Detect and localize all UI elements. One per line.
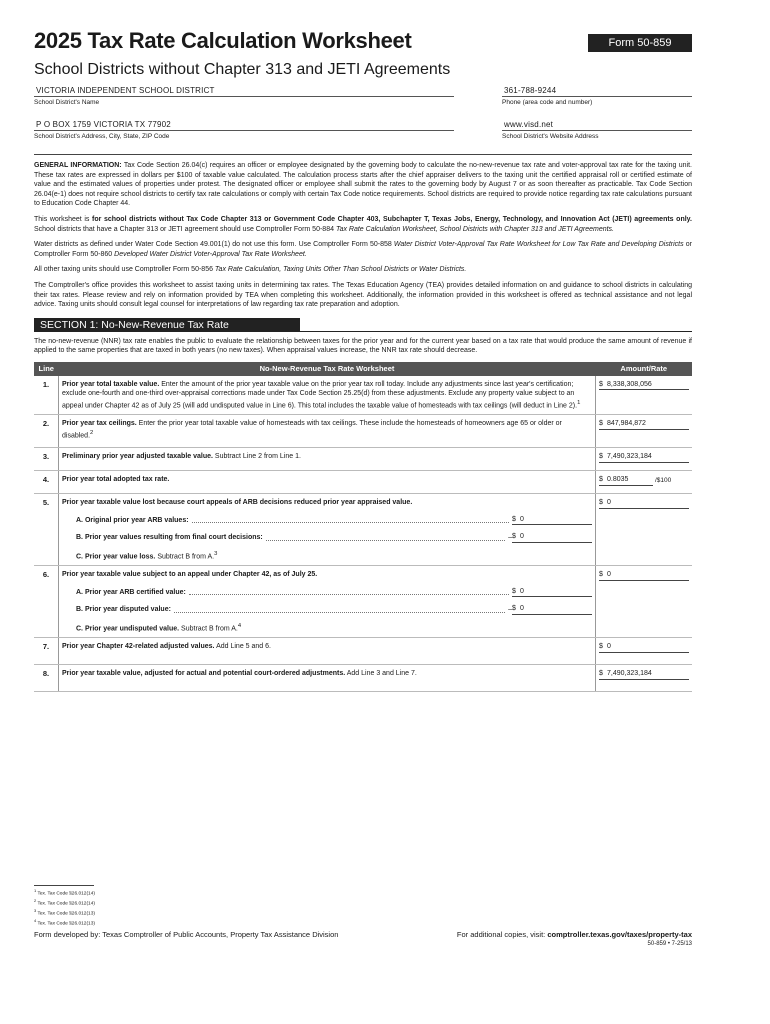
line-heading: Prior year tax ceilings. [62, 420, 137, 428]
applicability-text-c: School districts that have a Chapter 313 or JETI agreement should use Comptroller Form 50-884 [34, 225, 336, 233]
comptroller-link[interactable]: comptroller.texas.gov/taxes/property-tax [547, 930, 692, 939]
footer-credit: Form developed by: Texas Comptroller of Public Accounts, Property Tax Assistance Division [34, 930, 339, 939]
other-units-text-a: All other taxing units should use Comptroller Form 50-856 [34, 266, 215, 274]
minus-sign: – [508, 534, 512, 542]
footnote-1: $^1$ Tex. Tax Code §26.012(14) [34, 888, 95, 897]
dot-leader [266, 540, 505, 541]
line-6b-amount[interactable]: $ 0 [512, 604, 592, 614]
column-amount-header: Amount/Rate [596, 362, 693, 376]
form-revision-code: 50-859 • 7-25/13 [647, 941, 692, 947]
line-5b [62, 532, 592, 542]
footnote-ref: 1 [577, 399, 581, 406]
general-information-paragraph [34, 161, 692, 209]
line-2-amount[interactable]: $ 847,984,872 [599, 419, 689, 429]
line-amount-cell [596, 638, 693, 665]
rate-unit: /$100 [655, 477, 672, 485]
dot-leader [174, 612, 505, 613]
district-address-row [34, 118, 692, 152]
applicability-text-d: Tax Rate Calculation Worksheet, School Districts with Chapter 313 and JETI Agreements. [335, 225, 614, 233]
line-6b [62, 604, 592, 614]
line-text: Enter the amount of the prior year taxable value on the prior year tax roll today. Include any adjustments since last year's certification; exclude one-fourth and one-third over-appraisal corrections made under Tax Code Section 25.25(d) from these adjustments. Exclude any property value subject to an appeal under Chapter 42 as of July 25 (will add undisputed value in Line 6). This total includes the taxable value of homesteads with tax ceilings (will deduct in Line 2). [62, 380, 578, 410]
subline-label: C. Prior year value loss. [76, 553, 156, 560]
footnotes [34, 885, 95, 928]
footer-copies [457, 930, 692, 939]
line-5a-amount[interactable]: $ 0 [512, 515, 592, 525]
subline-label: C. Prior year undisputed value. [76, 624, 180, 632]
comptroller-paragraph: The Comptroller's office provides this worksheet to assist taxing units in determining tax rates. The Texas Education Agency (TEA) provides detailed information on and guidance to school districts in calculating their tax rates. Please review and rely on information provided by TEA when completing this worksheet. Additionally, the information provided in this worksheet is offered as technical assistance and not legal advice. Taxing units should consult legal counsel for interpretations of law regarding tax rate preparation and adoption. [34, 281, 692, 309]
general-information-heading: GENERAL INFORMATION: [34, 162, 122, 169]
worksheet-line-7 [34, 638, 692, 665]
line-6-amount[interactable]: $ 0 [599, 570, 689, 580]
form-number-badge: Form 50-859 [588, 34, 692, 52]
line-number: 5. [34, 494, 59, 566]
line-number: 4. [34, 471, 59, 494]
district-name-label: School District's Name [34, 99, 100, 106]
line-8-amount[interactable]: $ 7,490,323,184 [599, 669, 689, 679]
line-text: Subtract Line 2 from Line 1. [212, 453, 301, 461]
line-5c [62, 550, 592, 562]
page-subtitle: School Districts without Chapter 313 and JETI Agreements [34, 61, 451, 78]
line-1-amount[interactable]: $ 8,338,308,056 [599, 380, 689, 390]
section-1-title: SECTION 1: No-New-Revenue Tax Rate [34, 318, 300, 332]
line-number: 2. [34, 415, 59, 448]
worksheet-line-4 [34, 471, 692, 494]
worksheet-line-5 [34, 494, 692, 566]
line-amount-cell [596, 665, 693, 692]
line-7-amount[interactable]: $ 0 [599, 642, 689, 652]
line-amount-cell [596, 376, 693, 415]
line-heading: Prior year total adopted tax rate. [62, 476, 170, 484]
line-description [59, 415, 596, 448]
website-line [502, 130, 692, 131]
line-5-amount[interactable]: $ 0 [599, 498, 689, 508]
line-6c [62, 622, 592, 634]
page-title: 2025 Tax Rate Calculation Worksheet [34, 28, 412, 53]
phone-value: 361-788-9244 [504, 86, 557, 95]
water-text-d: Developed Water District Voter-Approval Tax Rate Worksheet. [114, 250, 307, 258]
applicability-text-b: for school districts without Tax Code Chapter 313 or Government Code Chapter 403, Subchapter T, Texas Jobs, Energy, Technology, and Innovation Act (JETI) agreements only. [92, 215, 692, 223]
nnr-worksheet-table [34, 362, 692, 692]
general-information-text: Tax Code Section 26.04(c) requires an officer or employee designated by the governing body to calculate the no-new-revenue tax rate and voter-approval tax rate for the taxing unit. These tax rates are expressed in dollars per $100 of taxable value calculated. The calculation process starts after the chief appraiser delivers to the taxing unit the certified appraisal roll or certified estimate of value and the estimated values of properties under protest. The designated officer or employee shall submit the rates to the governing body by August 7 or as soon thereafter as practicable. Tax Code Section 26.04(e-1) does not require school districts to certify tax rate calculations or comply with certain Tax Code notice requirements. School districts are required to provide notice regarding tax rate calculations pursuant to Education Code Chapter 44. [34, 162, 692, 208]
line-amount-cell [596, 448, 693, 471]
district-address-label: School District's Address, City, State, ZIP Code [34, 133, 170, 140]
district-name-line [34, 96, 454, 97]
line-heading: Prior year Chapter 42-related adjusted values. [62, 643, 215, 651]
line-number: 7. [34, 638, 59, 665]
header-divider [34, 154, 692, 155]
column-worksheet-header: No-New-Revenue Tax Rate Worksheet [59, 362, 596, 376]
line-text: Add Line 5 and 6. [214, 643, 271, 651]
phone-label: Phone (area code and number) [502, 99, 593, 106]
dot-leader [189, 594, 509, 595]
line-number: 3. [34, 448, 59, 471]
applicability-text-a: This worksheet is [34, 215, 93, 223]
line-description [59, 566, 596, 638]
district-address-value: P O BOX 1759 VICTORIA TX 77902 [36, 120, 171, 129]
other-units-text-b: Tax Rate Calculation, Taxing Units Other Than School Districts or Water Districts. [214, 266, 467, 274]
subline-label: A. Original prior year ARB values: [76, 516, 189, 524]
footnote-text: Tex. Tax Code §26.012(14) [37, 901, 95, 907]
footnote-ref: 2 [90, 429, 94, 436]
line-amount-cell [596, 415, 693, 448]
column-line-header: Line [34, 362, 59, 376]
website-value: www.visd.net [504, 120, 554, 129]
line-5b-amount[interactable]: $ 0 [512, 532, 592, 542]
line-4-rate[interactable]: $ 0.8035 [599, 475, 653, 485]
dot-leader [192, 522, 509, 523]
worksheet-line-3 [34, 448, 692, 471]
subline-label: B. Prior year disputed value: [76, 606, 171, 614]
line-description [59, 471, 596, 494]
subline-text: Subtract B from A. [179, 624, 238, 632]
footnote-text: Tex. Tax Code §26.012(13) [37, 911, 95, 917]
line-description [59, 494, 596, 566]
line-description [59, 376, 596, 415]
section-1-description: The no-new-revenue (NNR) tax rate enables the public to evaluate the relationship between taxes for the prior year and for the current year based on a tax rate that would produce the same amount of revenue if applied to the same properties that are taxed in both years (no new taxes). When appraisal values increase, the NNR tax rate should decrease. [34, 337, 692, 355]
line-6a [62, 587, 592, 597]
footnote-2: $^2$ Tex. Tax Code §26.012(14) [34, 898, 95, 907]
footnote-ref: 3 [214, 550, 218, 557]
worksheet-line-2 [34, 415, 692, 448]
line-heading: Prior year taxable value subject to an appeal under Chapter 42, as of July 25. [62, 571, 318, 579]
district-name-value: VICTORIA INDEPENDENT SCHOOL DISTRICT [36, 86, 215, 95]
subline-text: Subtract B from A. [155, 553, 215, 560]
footer-copies-text: For additional copies, visit: [456, 930, 548, 939]
footnote-3: $^3$ Tex. Tax Code §26.012(13) [34, 908, 95, 917]
line-description [59, 638, 596, 665]
worksheet-line-6 [34, 566, 692, 638]
line-amount-cell [596, 566, 693, 638]
worksheet-page [34, 28, 692, 692]
worksheet-line-1 [34, 376, 692, 415]
line-text: Add Line 3 and Line 7. [345, 670, 417, 678]
footnote-ref: 4 [237, 622, 242, 629]
line-heading: Prior year taxable value lost because court appeals of ARB decisions reduced prior year appraised value. [62, 499, 413, 507]
page-footer [34, 930, 692, 947]
footnote-4: $^4$ Tex. Tax Code §26.012(13) [34, 918, 95, 927]
subline-label: B. Prior year values resulting from final court decisions: [76, 534, 263, 542]
line-number: 6. [34, 566, 59, 638]
district-name-row [34, 84, 692, 118]
applicability-paragraph [34, 215, 692, 234]
district-address-line [34, 130, 454, 131]
line-heading: Prior year total taxable value. [62, 380, 160, 388]
worksheet-line-8 [34, 665, 692, 692]
line-3-amount[interactable]: $ 7,490,323,184 [599, 452, 689, 462]
minus-sign: – [508, 606, 512, 614]
other-units-paragraph [34, 265, 692, 275]
line-5a [62, 515, 592, 525]
footnote-text: Tex. Tax Code §26.012(14) [37, 891, 95, 897]
line-text: Enter the prior year total taxable value of homesteads with tax ceilings. These include the homesteads of homeowners age 65 or older or disabled. [62, 420, 562, 440]
line-description [59, 665, 596, 692]
water-text-c: or Comptroller Form 50-860 [34, 241, 692, 258]
footnote-text: Tex. Tax Code §26.012(13) [37, 921, 95, 927]
line-heading: Preliminary prior year adjusted taxable value. [62, 453, 213, 461]
phone-line [502, 96, 692, 97]
line-number: 8. [34, 665, 59, 692]
water-text-b: Water District Voter-Approval Tax Rate Worksheet for Low Tax Rate and Developing Districts [393, 241, 684, 249]
footnote-rule [34, 885, 94, 886]
line-number: 1. [34, 376, 59, 415]
line-amount-cell [596, 494, 693, 566]
subline-label: A. Prior year ARB certified value: [76, 588, 186, 596]
line-heading: Prior year taxable value, adjusted for actual and potential court-ordered adjustments. [62, 670, 346, 678]
line-description [59, 448, 596, 471]
line-amount-cell [596, 471, 693, 494]
line-6a-amount[interactable]: $ 0 [512, 587, 592, 597]
water-text-a: Water districts as defined under Water Code Section 49.001(1) do not use this form. Use Comptroller Form 50-858 [34, 241, 394, 249]
water-districts-paragraph [34, 240, 692, 259]
website-label: School District's Website Address [502, 133, 599, 140]
